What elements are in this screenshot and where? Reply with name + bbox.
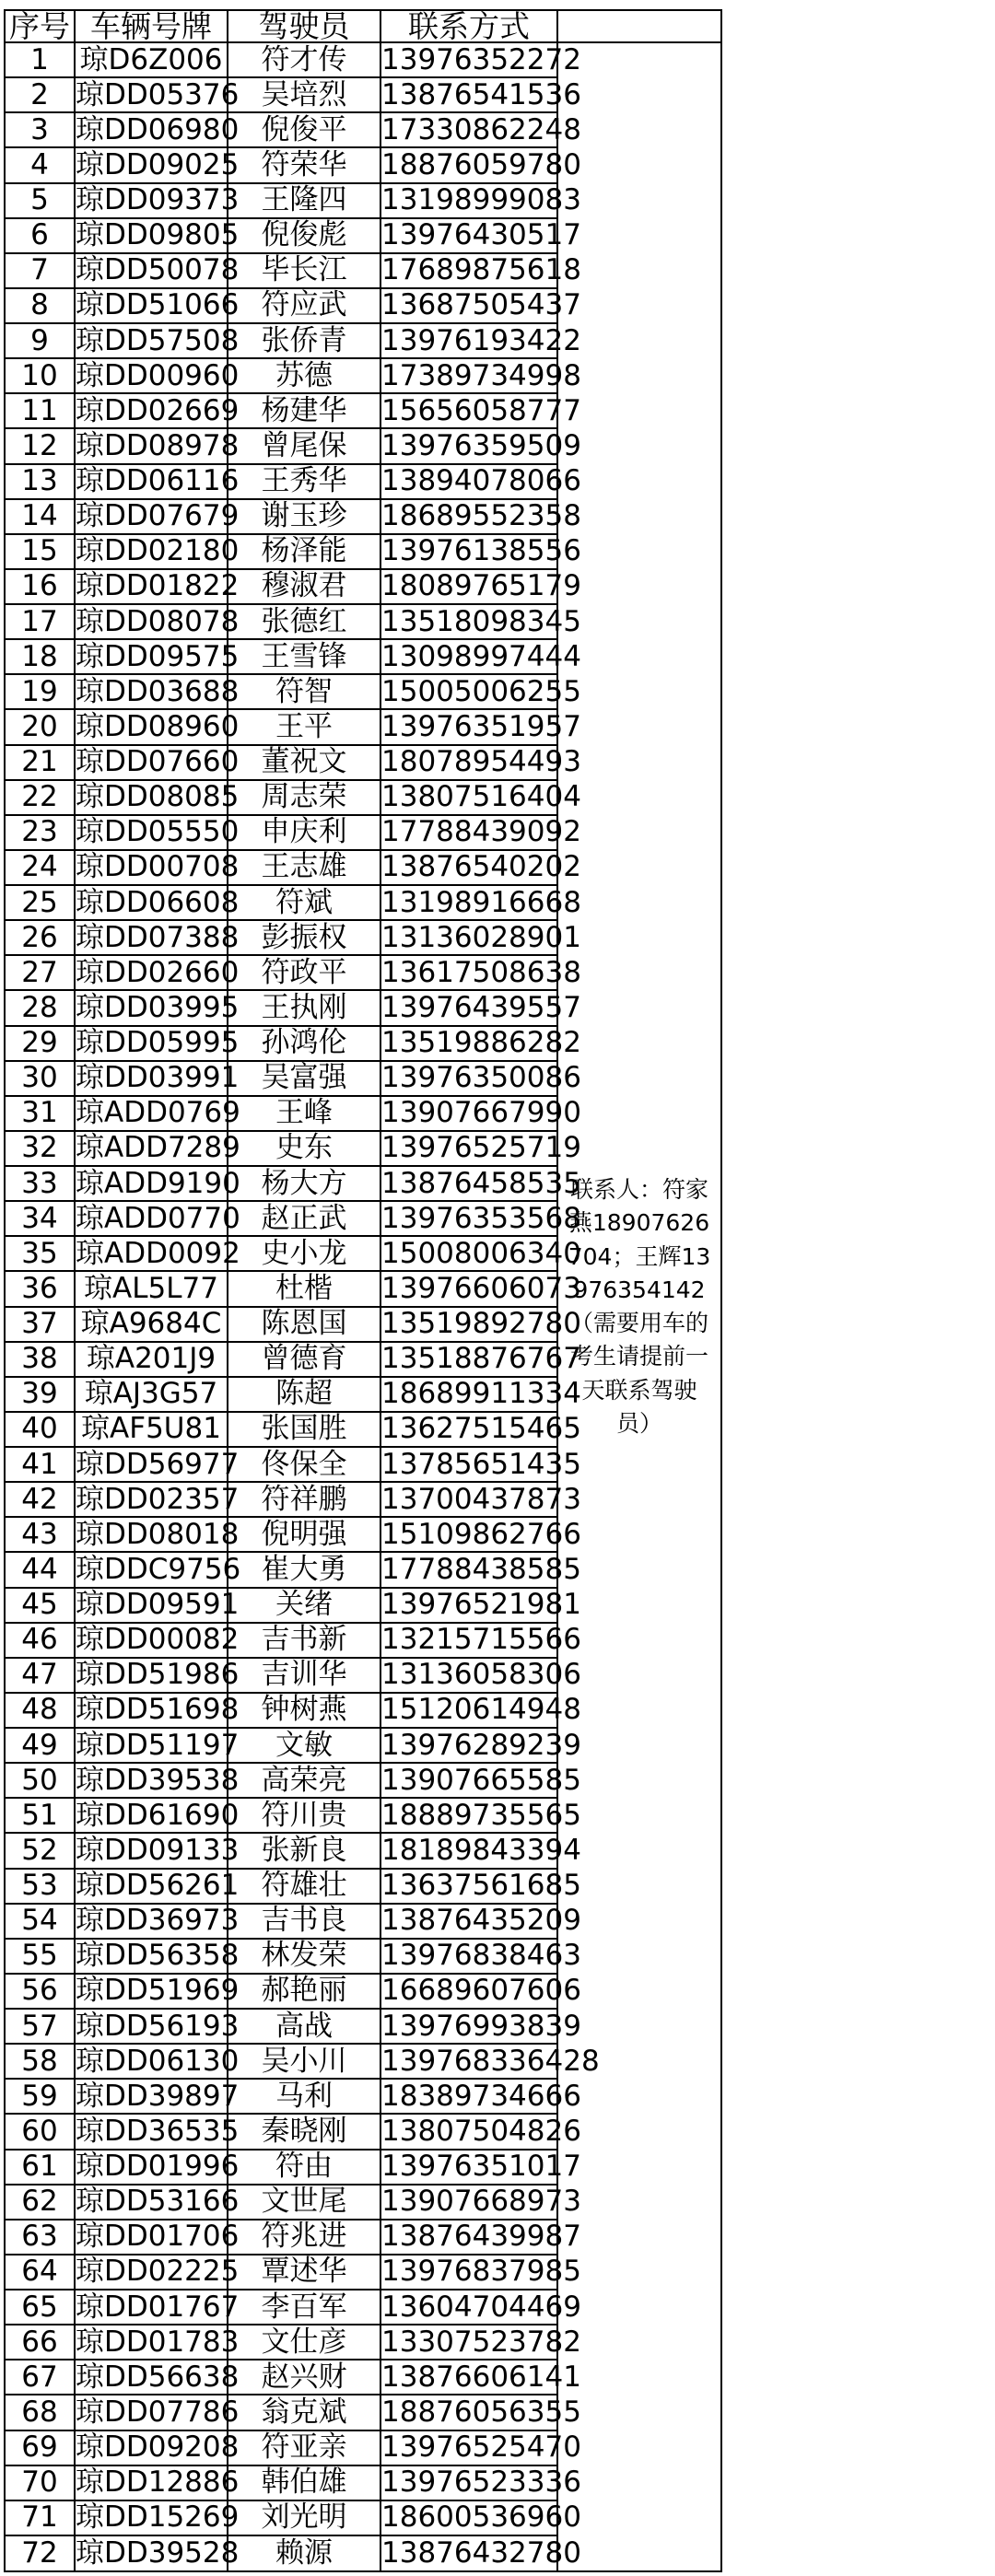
phone-cell: 18089765179	[381, 569, 581, 603]
index-cell: 37	[5, 1307, 75, 1342]
index-cell: 56	[5, 1974, 75, 2009]
index-cell: 66	[5, 2325, 75, 2360]
phone-cell: 13876458535	[381, 1166, 581, 1200]
plate-cell: 琼DD07679	[76, 499, 240, 533]
index-cell: 21	[5, 745, 75, 780]
driver-cell: 倪俊彪	[228, 218, 380, 253]
header-note-blank	[557, 10, 721, 42]
plate-cell: 琼DD51698	[76, 1693, 240, 1727]
index-cell: 70	[5, 2465, 75, 2500]
phone-cell: 17788439092	[381, 815, 581, 849]
index-cell: 39	[5, 1377, 75, 1412]
driver-cell: 张新良	[228, 1833, 380, 1868]
index-cell: 7	[5, 253, 75, 288]
phone-cell: 13519892780	[381, 1307, 581, 1341]
phone-cell: 13687505437	[381, 288, 581, 322]
driver-cell: 赖源	[228, 2535, 380, 2571]
driver-cell: 彭振权	[228, 920, 380, 955]
driver-cell: 吴小川	[228, 2044, 380, 2079]
phone-cell: 13876432780	[380, 2535, 557, 2571]
phone-cell: 13518876767	[381, 1342, 581, 1376]
driver-cell: 吉书良	[228, 1904, 380, 1939]
plate-cell: 琼DD12886	[76, 2465, 240, 2500]
phone-cell: 17788438585	[381, 1552, 581, 1586]
index-cell: 40	[5, 1412, 75, 1447]
phone-cell: 18689911334	[381, 1377, 581, 1411]
table-body	[5, 42, 721, 2571]
phone-cell: 13976352272	[381, 42, 581, 76]
plate-cell: 琼DD01767	[76, 2290, 240, 2324]
index-cell: 9	[5, 323, 75, 358]
phone-cell: 13907665585	[381, 1763, 581, 1797]
plate-cell: 琼DD56193	[76, 2009, 240, 2043]
phone-cell: 13907668973	[381, 2185, 581, 2219]
driver-cell: 文世尾	[228, 2185, 380, 2220]
plate-cell: 琼A9684C	[75, 1307, 228, 1342]
phone-cell: 13976838463	[381, 1939, 581, 1973]
phone-cell: 13976138556	[381, 534, 581, 568]
plate-cell: 琼DD09025	[76, 147, 240, 181]
index-cell: 15	[5, 534, 75, 569]
driver-cell: 王峰	[228, 1096, 380, 1131]
plate-cell: 琼DD56358	[76, 1939, 240, 1973]
index-cell: 11	[5, 393, 75, 428]
driver-cell: 董祝文	[228, 745, 380, 780]
phone-cell: 17389734998	[381, 358, 581, 392]
phone-cell: 13976351017	[381, 2150, 581, 2184]
plate-cell: 琼DD07660	[76, 745, 240, 779]
plate-cell: 琼DD00082	[76, 1623, 240, 1657]
plate-cell: 琼DD39528	[75, 2535, 228, 2571]
index-cell: 59	[5, 2079, 75, 2114]
plate-cell: 琼DD00708	[76, 850, 240, 884]
index-cell: 60	[5, 2114, 75, 2149]
index-cell: 18	[5, 639, 75, 674]
plate-cell: 琼DD51197	[76, 1728, 240, 1762]
phone-cell: 13976523336	[381, 2465, 581, 2500]
table-row	[5, 42, 721, 77]
index-cell: 19	[5, 674, 75, 709]
phone-cell: 13976351957	[381, 709, 581, 743]
index-cell: 22	[5, 780, 75, 815]
plate-cell: 琼DD09133	[76, 1833, 240, 1867]
header-driver: 驾驶员	[228, 10, 380, 42]
index-cell: 43	[5, 1517, 75, 1552]
index-cell: 8	[5, 288, 75, 323]
phone-cell: 13976837985	[381, 2255, 581, 2289]
phone-cell: 13785651435	[381, 1447, 581, 1481]
index-cell: 34	[5, 1201, 75, 1236]
plate-cell: 琼DD05376	[76, 77, 240, 111]
plate-cell: 琼DD36973	[76, 1904, 240, 1938]
driver-cell: 吉书新	[228, 1623, 380, 1658]
driver-cell: 张国胜	[228, 1412, 380, 1447]
plate-cell: 琼DD01822	[76, 569, 240, 603]
index-cell: 62	[5, 2185, 75, 2220]
phone-cell: 13198916668	[381, 885, 581, 919]
index-cell: 58	[5, 2044, 75, 2079]
index-cell: 1	[5, 42, 75, 77]
driver-cell: 符雄壮	[228, 1869, 380, 1904]
plate-cell: 琼A201J9	[75, 1342, 228, 1377]
plate-cell: 琼DD01996	[76, 2150, 240, 2184]
plate-cell: 琼DD05550	[76, 815, 240, 849]
plate-cell: 琼DD01783	[76, 2325, 240, 2359]
index-cell: 13	[5, 464, 75, 499]
phone-cell: 13807504826	[381, 2114, 581, 2148]
driver-cell: 佟保全	[228, 1447, 380, 1482]
plate-cell: 琼DD51969	[76, 1974, 240, 2008]
phone-cell: 13700437873	[381, 1482, 581, 1516]
index-cell: 14	[5, 499, 75, 534]
driver-roster-table	[4, 9, 722, 2572]
plate-cell: 琼DD51066	[76, 288, 240, 322]
phone-cell: 13876606141	[381, 2360, 581, 2394]
plate-cell: 琼DD39897	[76, 2079, 240, 2113]
driver-cell: 符祥鹏	[228, 1482, 380, 1517]
plate-cell: 琼DD56977	[76, 1447, 240, 1481]
phone-cell: 13976350086	[381, 1061, 581, 1095]
index-cell: 32	[5, 1131, 75, 1166]
plate-cell: 琼DD09208	[76, 2430, 240, 2465]
header-row	[5, 10, 721, 42]
index-cell: 67	[5, 2360, 75, 2395]
index-cell: 64	[5, 2255, 75, 2290]
index-cell: 20	[5, 709, 75, 744]
plate-cell: 琼D6Z006	[75, 42, 228, 77]
plate-cell: 琼DD08078	[76, 604, 240, 638]
driver-cell: 苏德	[228, 358, 380, 393]
driver-cell: 关绪	[228, 1588, 380, 1623]
plate-cell: 琼DD61690	[76, 1798, 240, 1832]
plate-cell: 琼DD39538	[76, 1763, 240, 1797]
driver-cell: 崔大勇	[228, 1552, 380, 1587]
index-cell: 29	[5, 1026, 75, 1061]
plate-cell: 琼ADD0092	[76, 1236, 240, 1270]
driver-cell: 毕长江	[228, 253, 380, 288]
phone-cell: 13098997444	[381, 639, 581, 673]
phone-cell: 16689607606	[381, 1974, 581, 2008]
index-cell: 46	[5, 1623, 75, 1658]
index-cell: 68	[5, 2395, 75, 2430]
index-cell: 44	[5, 1552, 75, 1587]
index-cell: 38	[5, 1342, 75, 1377]
plate-cell: 琼DD09575	[76, 639, 240, 673]
plate-cell: 琼DD02660	[76, 955, 240, 989]
index-cell: 12	[5, 428, 75, 463]
phone-cell: 13518098345	[381, 604, 581, 638]
driver-cell: 符荣华	[228, 147, 380, 182]
plate-cell: 琼DD03688	[76, 674, 240, 708]
driver-cell: 王志雄	[228, 850, 380, 885]
index-cell: 48	[5, 1693, 75, 1728]
phone-cell: 13976439557	[381, 990, 581, 1024]
phone-cell: 13876439987	[381, 2220, 581, 2254]
plate-cell: 琼DD09373	[76, 183, 240, 217]
plate-cell: 琼DD08978	[76, 428, 240, 462]
index-cell: 2	[5, 77, 75, 112]
driver-cell: 陈超	[228, 1377, 380, 1412]
index-cell: 49	[5, 1728, 75, 1763]
phone-cell: 18600536960	[381, 2500, 581, 2535]
driver-cell: 高荣亮	[228, 1763, 380, 1798]
phone-cell: 13976525719	[381, 1131, 581, 1165]
phone-cell: 13976525470	[381, 2430, 581, 2465]
index-cell: 6	[5, 218, 75, 253]
driver-cell: 张侨青	[228, 323, 380, 358]
driver-cell: 曾德育	[228, 1342, 380, 1377]
driver-cell: 吴富强	[228, 1061, 380, 1096]
plate-cell: 琼DD02357	[76, 1482, 240, 1516]
driver-cell: 曾尾保	[228, 428, 380, 463]
driver-cell: 穆淑君	[228, 569, 380, 604]
driver-cell: 杨大方	[228, 1166, 380, 1201]
plate-cell: 琼AJ3G57	[75, 1377, 228, 1412]
driver-cell: 文敏	[228, 1728, 380, 1763]
phone-cell: 13807516404	[381, 780, 581, 814]
plate-cell: 琼DD08960	[76, 709, 240, 743]
driver-cell: 秦晓刚	[228, 2114, 380, 2149]
index-cell: 52	[5, 1833, 75, 1868]
index-cell: 23	[5, 815, 75, 850]
index-cell: 71	[5, 2500, 75, 2535]
driver-cell: 倪俊平	[228, 112, 380, 147]
header-phone: 联系方式	[380, 10, 557, 42]
index-cell: 61	[5, 2150, 75, 2185]
index-cell: 41	[5, 1447, 75, 1482]
plate-cell: 琼DD07786	[76, 2395, 240, 2429]
driver-cell: 林发荣	[228, 1939, 380, 1974]
driver-cell: 吉训华	[228, 1658, 380, 1693]
driver-cell: 符才传	[228, 42, 380, 77]
header-plate: 车辆号牌	[75, 10, 228, 42]
index-cell: 33	[5, 1166, 75, 1201]
driver-cell: 符政平	[228, 955, 380, 990]
plate-cell: 琼DD53166	[76, 2185, 240, 2219]
index-cell: 28	[5, 990, 75, 1025]
index-cell: 72	[5, 2535, 75, 2571]
driver-cell: 倪明强	[228, 1517, 380, 1552]
driver-cell: 陈恩国	[228, 1307, 380, 1342]
index-cell: 63	[5, 2220, 75, 2255]
index-cell: 4	[5, 147, 75, 182]
driver-cell: 符兆进	[228, 2220, 380, 2255]
index-cell: 47	[5, 1658, 75, 1693]
plate-cell: 琼DD06130	[76, 2044, 240, 2078]
phone-cell: 13976430517	[381, 218, 581, 252]
driver-cell: 符应武	[228, 288, 380, 323]
driver-cell: 符智	[228, 674, 380, 709]
index-cell: 26	[5, 920, 75, 955]
index-cell: 16	[5, 569, 75, 604]
index-cell: 5	[5, 183, 75, 218]
plate-cell: 琼DD06116	[76, 464, 240, 498]
plate-cell: 琼DD06980	[76, 112, 240, 146]
index-cell: 27	[5, 955, 75, 990]
driver-cell: 文仕彦	[228, 2325, 380, 2360]
driver-cell: 王秀华	[228, 464, 380, 499]
driver-cell: 符斌	[228, 885, 380, 920]
plate-cell: 琼DD00960	[76, 358, 240, 392]
index-cell: 36	[5, 1271, 75, 1306]
plate-cell: 琼DD02180	[76, 534, 240, 568]
driver-cell: 王雪锋	[228, 639, 380, 674]
driver-cell: 杜楷	[228, 1271, 380, 1306]
index-cell: 57	[5, 2009, 75, 2044]
phone-cell: 13976353568	[381, 1201, 581, 1235]
driver-cell: 李百军	[228, 2290, 380, 2325]
index-cell: 53	[5, 1869, 75, 1904]
driver-cell: 杨建华	[228, 393, 380, 428]
plate-cell: 琼DD15269	[76, 2500, 240, 2535]
plate-cell: 琼DD50078	[76, 253, 240, 287]
driver-cell: 赵兴财	[228, 2360, 380, 2395]
driver-cell: 符由	[228, 2150, 380, 2185]
phone-cell: 13136028901	[381, 920, 581, 954]
driver-cell: 吴培烈	[228, 77, 380, 112]
driver-cell: 马利	[228, 2079, 380, 2114]
phone-cell: 13215715566	[381, 1623, 581, 1657]
phone-cell: 17689875618	[381, 253, 581, 287]
index-cell: 17	[5, 604, 75, 639]
driver-cell: 符亚亲	[228, 2430, 380, 2465]
phone-cell: 18889735565	[381, 1798, 581, 1832]
phone-cell: 13976993839	[381, 2009, 581, 2043]
driver-cell: 赵正武	[228, 1201, 380, 1236]
phone-cell: 13976359509	[381, 428, 581, 462]
index-cell: 24	[5, 850, 75, 885]
plate-cell: 琼DD08018	[76, 1517, 240, 1551]
phone-cell: 18876059780	[381, 147, 581, 181]
index-cell: 54	[5, 1904, 75, 1939]
driver-cell: 王执刚	[228, 990, 380, 1025]
plate-cell: 琼AL5L77	[75, 1271, 228, 1306]
phone-cell: 15005006255	[381, 674, 581, 708]
index-cell: 45	[5, 1588, 75, 1623]
driver-cell: 张德红	[228, 604, 380, 639]
plate-cell: 琼DD08085	[76, 780, 240, 814]
driver-cell: 刘光明	[228, 2500, 380, 2535]
plate-cell: 琼DD02225	[76, 2255, 240, 2289]
driver-cell: 翁克斌	[228, 2395, 380, 2430]
header-index: 序号	[5, 10, 75, 42]
driver-cell: 杨泽能	[228, 534, 380, 569]
index-cell: 55	[5, 1939, 75, 1974]
phone-cell: 13894078066	[381, 464, 581, 498]
plate-cell: 琼DD06608	[76, 885, 240, 919]
plate-cell: 琼DD07388	[76, 920, 240, 954]
driver-cell: 史小龙	[228, 1236, 380, 1271]
plate-cell: 琼DD03995	[76, 990, 240, 1024]
phone-cell: 13604704469	[381, 2290, 581, 2324]
phone-cell: 15109862766	[381, 1517, 581, 1551]
phone-cell: 13136058306	[381, 1658, 581, 1692]
driver-cell: 周志荣	[228, 780, 380, 815]
plate-cell: 琼DDC9756	[76, 1552, 241, 1586]
plate-cell: 琼ADD0770	[76, 1201, 240, 1235]
driver-cell: 王平	[228, 709, 380, 744]
phone-cell: 18389734666	[381, 2079, 581, 2113]
driver-cell: 谢玉珍	[228, 499, 380, 534]
driver-cell: 韩伯雄	[228, 2465, 380, 2500]
phone-cell: 13627515465	[381, 1412, 581, 1446]
driver-cell: 郝艳丽	[228, 1974, 380, 2009]
index-cell: 69	[5, 2430, 75, 2465]
phone-cell: 139768336428	[381, 2044, 600, 2078]
driver-cell: 高战	[228, 2009, 380, 2044]
plate-cell: 琼DD05995	[76, 1026, 240, 1060]
plate-cell: 琼AF5U81	[75, 1412, 228, 1447]
plate-cell: 琼DD09805	[76, 218, 240, 252]
index-cell: 65	[5, 2290, 75, 2325]
plate-cell: 琼DD01706	[76, 2220, 240, 2254]
phone-cell: 13637561685	[381, 1869, 581, 1903]
phone-cell: 13307523782	[381, 2325, 581, 2359]
plate-cell: 琼DD36535	[76, 2114, 240, 2148]
phone-cell: 18876056355	[381, 2395, 581, 2429]
phone-cell: 13519886282	[381, 1026, 581, 1060]
plate-cell: 琼DD51986	[76, 1658, 240, 1692]
phone-cell: 15008006340	[381, 1236, 581, 1270]
plate-cell: 琼DD02669	[76, 393, 240, 427]
contact-note: 联系人：符家燕18907626704；王辉13976354142（需要用车的考生请提前一天联系驾驶员）	[557, 42, 721, 2571]
driver-cell: 史东	[228, 1131, 380, 1166]
index-cell: 30	[5, 1061, 75, 1096]
driver-cell: 王隆四	[228, 183, 380, 218]
driver-cell: 钟树燕	[228, 1693, 380, 1728]
phone-cell: 13976289239	[381, 1728, 581, 1762]
phone-cell: 17330862248	[381, 112, 581, 146]
phone-cell: 18189843394	[381, 1833, 581, 1867]
plate-cell: 琼ADD7289	[76, 1131, 240, 1165]
table-header	[5, 10, 721, 42]
plate-cell: 琼DD09591	[76, 1588, 240, 1622]
plate-cell: 琼ADD0769	[76, 1096, 240, 1130]
index-cell: 3	[5, 112, 75, 147]
phone-cell: 18689552358	[381, 499, 581, 533]
index-cell: 51	[5, 1798, 75, 1833]
plate-cell: 琼DD03991	[76, 1061, 240, 1095]
plate-cell: 琼ADD9190	[76, 1166, 240, 1200]
driver-cell: 申庆利	[228, 815, 380, 850]
phone-cell: 18078954493	[381, 745, 581, 779]
index-cell: 25	[5, 885, 75, 920]
driver-cell: 孙鸿伦	[228, 1026, 380, 1061]
phone-cell: 13907667990	[381, 1096, 581, 1130]
phone-cell: 15656058777	[381, 393, 581, 427]
phone-cell: 13876541536	[381, 77, 581, 111]
driver-cell: 覃述华	[228, 2255, 380, 2290]
plate-cell: 琼DD56261	[76, 1869, 240, 1903]
phone-cell: 13617508638	[381, 955, 581, 989]
phone-cell: 13976606073	[381, 1271, 581, 1305]
index-cell: 42	[5, 1482, 75, 1517]
phone-cell: 13876540202	[381, 850, 581, 884]
phone-cell: 13876435209	[381, 1904, 581, 1938]
plate-cell: 琼DD57508	[76, 323, 240, 357]
index-cell: 31	[5, 1096, 75, 1131]
driver-cell: 符川贵	[228, 1798, 380, 1833]
index-cell: 10	[5, 358, 75, 393]
plate-cell: 琼DD56638	[76, 2360, 240, 2394]
index-cell: 50	[5, 1763, 75, 1798]
phone-cell: 15120614948	[381, 1693, 581, 1727]
phone-cell: 13976193422	[381, 323, 581, 357]
index-cell: 35	[5, 1236, 75, 1271]
phone-cell: 13976521981	[381, 1588, 581, 1622]
phone-cell: 13198999083	[381, 183, 581, 217]
